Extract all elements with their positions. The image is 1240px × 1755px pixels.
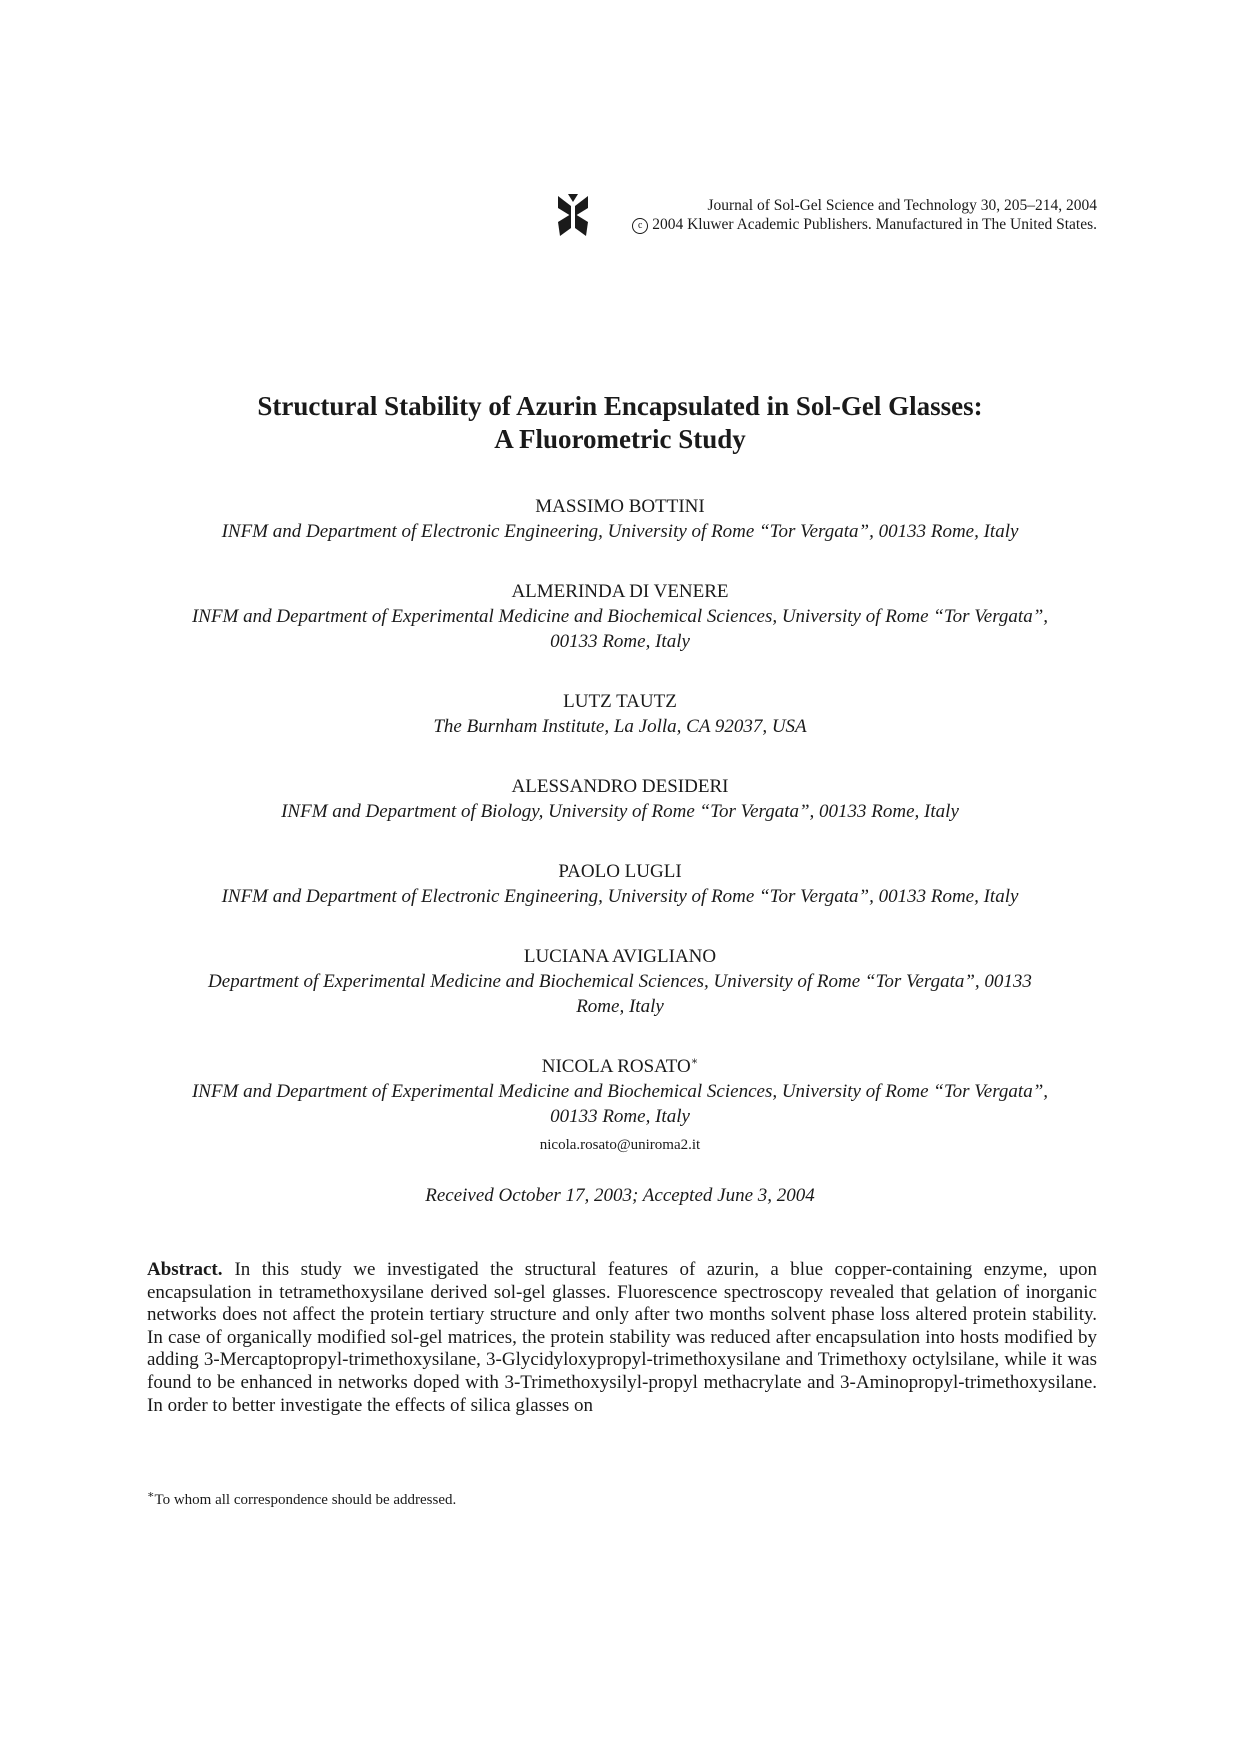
contact-email: nicola.rosato@uniroma2.it bbox=[539, 1137, 701, 1153]
corresponding-author-mark: ∗ bbox=[690, 1055, 699, 1068]
author-name bbox=[140, 1054, 1100, 1079]
author-block bbox=[140, 689, 1100, 774]
author-affiliation: INFM and Department of Experimental Medicine and Biochemical Sciences, University of Rome “Tor Vergata”, bbox=[191, 606, 1049, 627]
journal-citation bbox=[632, 196, 1097, 234]
journal-header bbox=[556, 194, 1097, 238]
author-block bbox=[140, 494, 1100, 579]
journal-line-2 bbox=[632, 215, 1097, 234]
author-affiliation: Department of Experimental Medicine and Biochemical Sciences, University of Rome “Tor Vergata”, 00133 bbox=[208, 971, 1032, 992]
author-name-text: NICOLA ROSATO bbox=[541, 1056, 691, 1077]
abstract bbox=[147, 1259, 1097, 1417]
footnote bbox=[147, 1490, 456, 1510]
author-name: MASSIMO BOTTINI bbox=[535, 496, 705, 517]
author-affiliation-cont: 00133 Rome, Italy bbox=[550, 1106, 690, 1127]
author-affiliation-cont: 00133 Rome, Italy bbox=[550, 631, 690, 652]
author-name: ALESSANDRO DESIDERI bbox=[511, 776, 729, 797]
author-block bbox=[140, 774, 1100, 859]
footnote-mark: ∗ bbox=[147, 1489, 155, 1501]
copyright-icon: c bbox=[632, 218, 648, 234]
author-name: LUTZ TAUTZ bbox=[563, 691, 677, 712]
footnote-text: To whom all correspondence should be addressed. bbox=[154, 1492, 457, 1508]
kluwer-logo-icon bbox=[556, 194, 590, 238]
author-affiliation: The Burnham Institute, La Jolla, CA 92037, USA bbox=[433, 716, 807, 737]
journal-line-1: Journal of Sol-Gel Science and Technology 30, 205–214, 2004 bbox=[707, 197, 1097, 214]
paper-title bbox=[0, 390, 1240, 456]
abstract-text: In this study we investigated the structural features of azurin, a blue copper-containing enzyme, upon encapsulation in tetramethoxysilane derived sol-gel glasses. Fluorescence spectroscopy revealed that gelation of inorganic networks does not affect the protein tertiary structure and only after two months solvent phase loss altered protein stability. In case of organically modified sol-gel matrices, the protein stability was reduced after encapsulation into hosts modified by adding 3-Mercaptopropyl-trimethoxysilane, 3-Glycidyloxypropyl-trimethoxysilane and Trimethoxy octylsilane, while it was found to be enhanced in networks doped with 3-Trimethoxysilyl-propyl methacrylate and 3-Aminopropyl-trimethoxysilane. In order to better investigate the effects of silica glasses on bbox=[147, 1259, 1097, 1416]
author-name: PAOLO LUGLI bbox=[558, 861, 682, 882]
author-affiliation: INFM and Department of Biology, University of Rome “Tor Vergata”, 00133 Rome, Italy bbox=[281, 801, 959, 822]
author-affiliation-cont: Rome, Italy bbox=[576, 996, 664, 1017]
author-name: ALMERINDA DI VENERE bbox=[511, 581, 729, 602]
received-dates: Received October 17, 2003; Accepted June 3, 2004 bbox=[425, 1185, 815, 1206]
author-block bbox=[140, 579, 1100, 689]
author-block bbox=[140, 944, 1100, 1054]
author-affiliation: INFM and Department of Electronic Engineering, University of Rome “Tor Vergata”, 00133 Rome, Italy bbox=[221, 521, 1019, 542]
author-affiliation: INFM and Department of Experimental Medicine and Biochemical Sciences, University of Rome “Tor Vergata”, bbox=[191, 1081, 1049, 1102]
copyright-text: 2004 Kluwer Academic Publishers. Manufactured in The United States. bbox=[652, 216, 1097, 233]
author-affiliation: INFM and Department of Electronic Engineering, University of Rome “Tor Vergata”, 00133 Rome, Italy bbox=[221, 886, 1019, 907]
author-list bbox=[140, 494, 1100, 1164]
author-block bbox=[140, 859, 1100, 944]
author-name: LUCIANA AVIGLIANO bbox=[523, 946, 717, 967]
title-line-1: Structural Stability of Azurin Encapsulated in Sol-Gel Glasses: bbox=[257, 391, 983, 421]
abstract-heading: Abstract. bbox=[147, 1259, 223, 1280]
title-line-2: A Fluorometric Study bbox=[494, 424, 746, 454]
